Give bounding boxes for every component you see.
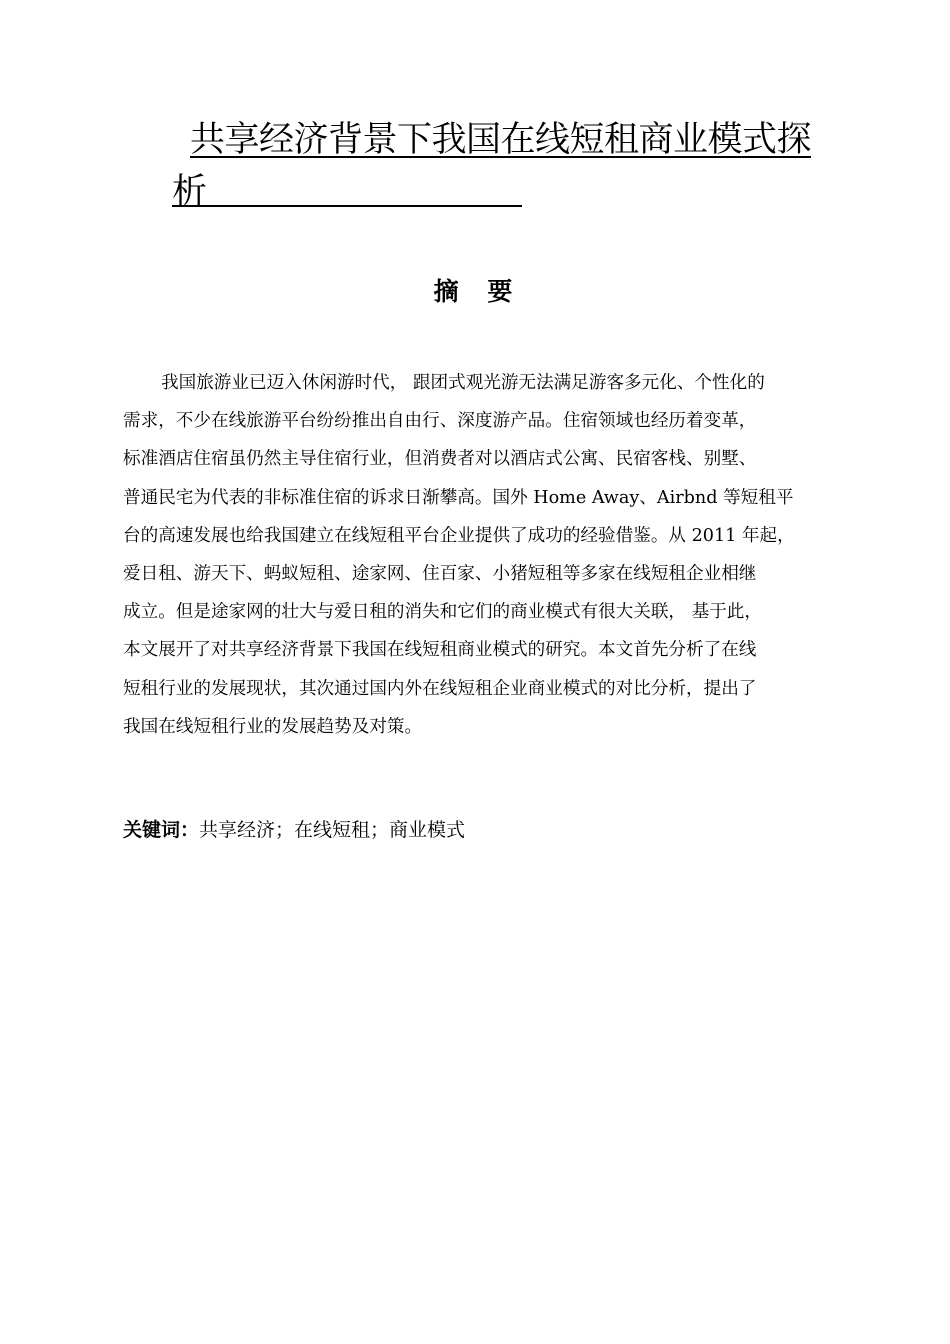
abstract-line: 成立。但是途家网的壮大与爱日租的消失和它们的商业模式有很大关联， 基于此， bbox=[123, 602, 762, 623]
abstract-line: 爱日租、游天下、蚂蚁短租、途家网、住百家、小猪短租等多家在线短租企业相继 bbox=[123, 563, 757, 584]
keywords-value: 共享经济；在线短租；商业模式 bbox=[199, 819, 466, 841]
abstract-line: 短租行业的发展现状，其次通过国内外在线短租企业商业模式的对比分析，提出了 bbox=[123, 678, 757, 699]
abstract-line: 普通民宅为代表的非标准住宿的诉求日渐攀高。国外 Home Away、Airbnd 等短租平 bbox=[123, 487, 794, 508]
abstract-line: 台的高速发展也给我国建立在线短租平台企业提供了成功的经验借鉴。从 2011 年起， bbox=[123, 525, 795, 546]
keywords-label: 关键词： bbox=[123, 819, 200, 841]
abstract-line: 本文展开了对共享经济背景下我国在线短租商业模式的研究。本文首先分析了在线 bbox=[123, 640, 757, 661]
abstract-heading: 摘 要 bbox=[433, 277, 523, 306]
abstract-line: 我国在线短租行业的发展趋势及对策。 bbox=[123, 716, 423, 737]
document-title-continuation: 析 bbox=[172, 172, 208, 212]
abstract-line: 标准酒店住宿虽仍然主导住宿行业，但消费者对以酒店式公寓、民宿客栈、别墅、 bbox=[123, 449, 757, 470]
keywords bbox=[123, 814, 465, 846]
abstract-body bbox=[123, 364, 843, 746]
document-title: 共享经济背景下我国在线短租商业模式探 bbox=[190, 120, 812, 160]
abstract-line: 我国旅游业已迈入休闲游时代， 跟团式观光游无法满足游客多元化、个性化的 bbox=[161, 373, 765, 393]
title-underline-rule bbox=[172, 205, 522, 207]
abstract-line: 需求，不少在线旅游平台纷纷推出自由行、深度游产品。住宿领域也经历着变革， bbox=[123, 411, 757, 432]
